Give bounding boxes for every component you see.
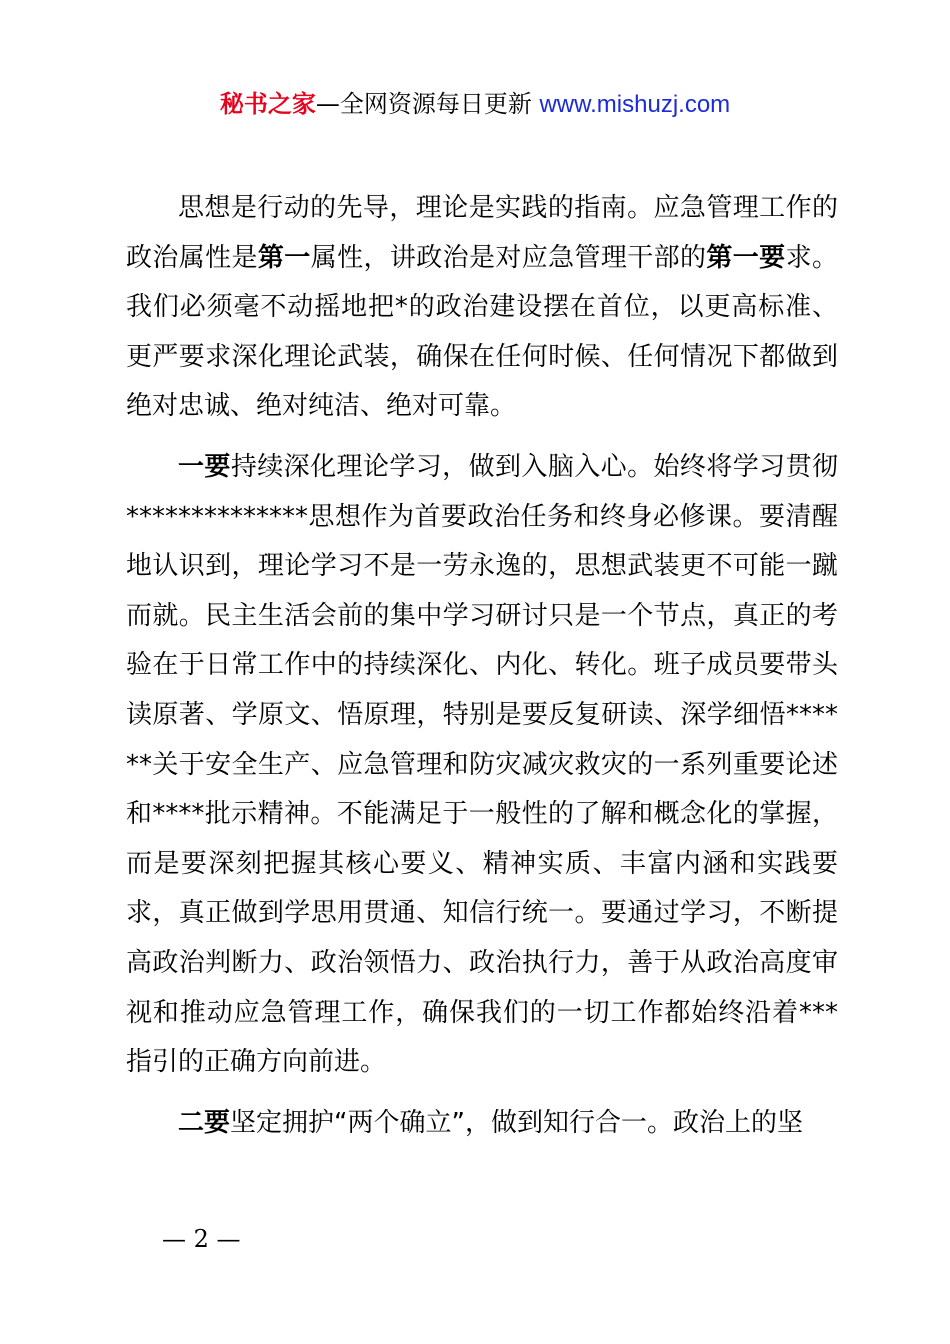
bold-run: 第一要 (706, 242, 786, 273)
page-header (0, 86, 950, 123)
paragraph-point-two (126, 1099, 838, 1149)
document-body (126, 184, 838, 1148)
paragraph-intro (126, 184, 838, 432)
bold-run: 一要 (178, 451, 231, 482)
paragraph-run: 持续深化理论学习，做到入脑入心。始终将学习贯彻**************思想作为首要政治任务和终身必修课。要清醒地认识到，理论学习不是一劳永逸的，思想武装更不可能一蹴而就。民主生活会前的集中学习研讨只是一个节点，真正的考验在于日常工作中的持续深化、内化、转化。班子成员要带头读原著、学原文、悟原理，特别是要反复研读、深学细悟******关于安全生产、应急管理和防灾减灾救灾的一系列重要论述和****批示精神。不能满足于一般性的了解和概念化的掌握，而是要深刻把握其核心要义、精神实质、丰富内涵和实践要求，真正做到学思用贯通、知信行统一。要通过学习，不断提高政治判断力、政治领悟力、政治执行力，善于从政治高度审视和推动应急管理工作，确保我们的一切工作都始终沿着***指引的正确方向前进。 (126, 451, 838, 1078)
paragraph-run: 坚定拥护“两个确立”，做到知行合一。政治上的坚 (230, 1107, 803, 1138)
header-tagline: —全网资源每日更新 (315, 90, 532, 118)
website-link[interactable]: www.mishuzj.com (539, 91, 731, 118)
bold-run: 第一 (257, 242, 311, 273)
paragraph-run: 属性，讲政治是对应急管理干部的 (310, 242, 707, 273)
bold-run: 二要 (178, 1107, 231, 1138)
page-number: — 2 — (162, 1225, 241, 1253)
paragraph-run: 求。我们必须毫不动摇地把*的政治建设摆在首位，以更高标准、更严要求深化理论武装，确保在任何时候、任何情况下都做到绝对忠诚、绝对纯洁、绝对可靠。 (126, 242, 838, 422)
brand-name: 秘书之家 (219, 90, 316, 118)
paragraph-point-one (126, 443, 838, 1088)
paragraph-run: 思想是行动的先导，理论是实践的指南。应急管理工作的政治属性是 (126, 193, 838, 273)
